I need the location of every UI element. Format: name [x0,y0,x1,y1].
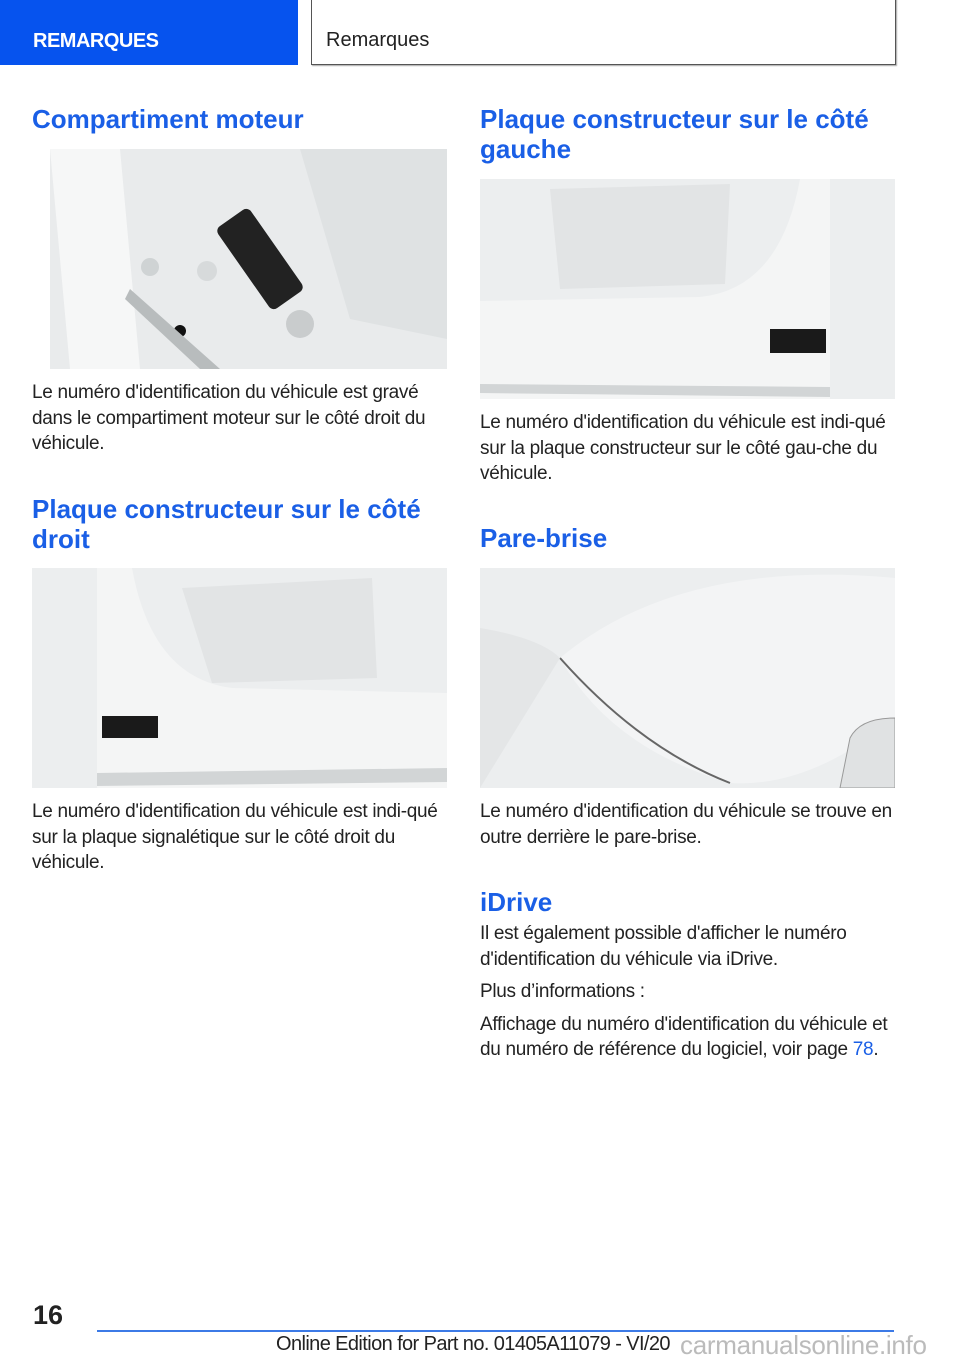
watermark: carmanualsonline.info [680,1330,927,1360]
edition-text: Online Edition for Part no. 01405A11079 - VI/20 [276,1333,670,1355]
section-engine-compartment [32,104,448,134]
idrive-text: Il est également possible d'afficher le numéro d'identification du véhicule via iDrive. [480,923,847,970]
reference-text: Affichage du numéro d'identification du véhicule et du numéro de référence du logiciel, voir page [480,1013,888,1060]
left-plate-text: Le numéro d'identification du véhicule est indi-qué sur la plaque constructeur sur le côté gau-che du véhicule. [480,412,886,484]
right-plate-image [32,568,447,788]
left-plate-text-block [480,410,896,487]
section-right-plate [32,494,448,554]
more-info-label: Plus d’informations : [480,981,645,1002]
section-idrive [480,887,896,1063]
section-windscreen [480,523,896,553]
section-left-plate [480,104,896,164]
reference-end: . [873,1039,879,1060]
chapter-title: Remarques [326,29,430,51]
windscreen-text-block [480,799,896,850]
section-tab-label: REMARQUES [33,30,159,52]
left-plate-image [480,179,895,399]
section-title: Plaque constructeur sur le côté gauche [480,104,869,164]
windscreen-text: Le numéro d'identification du véhicule se trouve en outre derrière le pare-brise. [480,801,892,848]
section-title: iDrive [480,887,553,917]
engine-compartment-image [50,149,447,369]
engine-text-block [32,380,448,457]
idrive-reference [480,1012,896,1063]
section-title: Compartiment moteur [32,104,304,134]
engine-text: Le numéro d'identification du véhicule est gravé dans le compartiment moteur sur le côté droit du véhicule. [32,382,426,454]
page-number: 16 [33,1300,64,1330]
section-tab [0,0,298,65]
section-title: Pare-brise [480,523,608,553]
page-link[interactable]: 78 [852,1039,874,1060]
right-plate-text: Le numéro d'identification du véhicule est indi-qué sur la plaque signalétique sur le côté droit du véhicule. [32,801,438,873]
chapter-header [311,0,896,65]
section-title: Plaque constructeur sur le côté droit [32,494,421,554]
right-plate-text-block [32,799,448,876]
windscreen-image [480,568,895,788]
